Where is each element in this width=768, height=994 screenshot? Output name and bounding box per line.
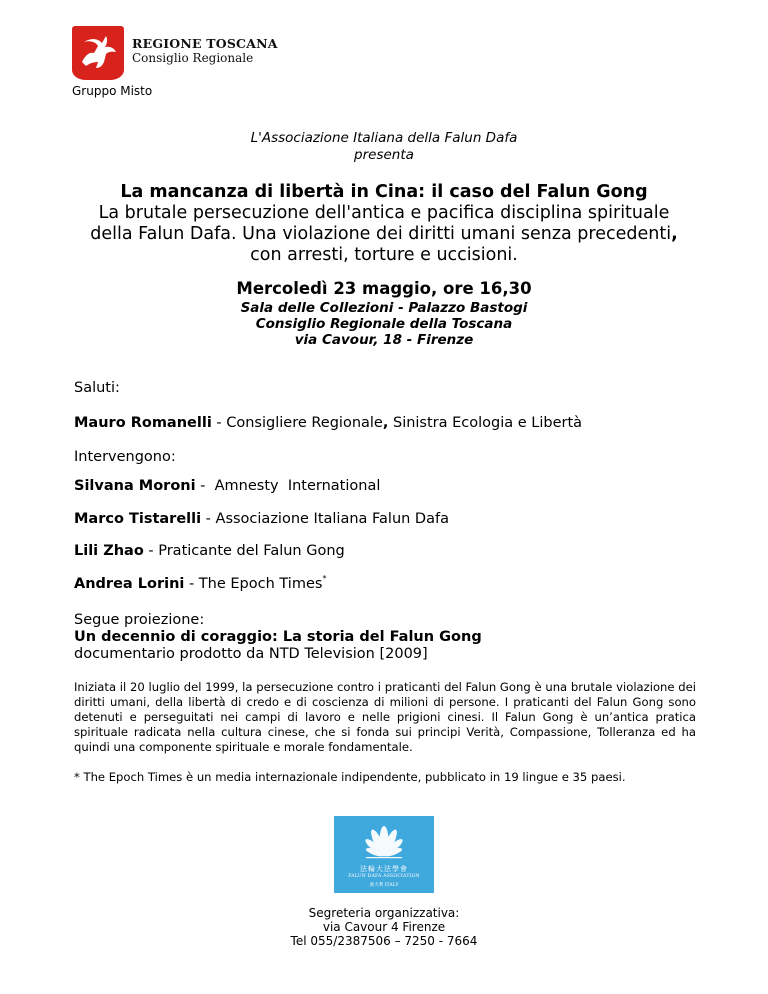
speaker-row bbox=[74, 478, 696, 494]
subtitle-line-3: con arresti, torture e uccisioni. bbox=[250, 245, 518, 265]
speaker-name: Marco Tistarelli bbox=[74, 511, 202, 527]
background-paragraph: Iniziata il 20 luglio del 1999, la persecuzione contro i praticanti del Falun Gong è una brutale violazione dei diritti umani, della libertà di credo e di coscienza di milioni di persone. I praticanti del Falun Gong sono detenuti e perseguitati nei campi di lavoro e nelle prigioni cinesi. Il Falun Gong è un’antica pratica spirituale radicata nella cultura cinese, che si fonda sui principi Verità, Compassione, Tolleranza ed ha quindi una componente spirituale e morale fondamentale. bbox=[74, 680, 696, 754]
venue-line-1: Sala delle Collezioni - Palazzo Bastogi bbox=[240, 300, 528, 316]
secretariat-address: via Cavour 4 Firenze bbox=[322, 920, 446, 934]
event-date: Mercoledì 23 maggio, ore 16,30 bbox=[236, 279, 532, 298]
speaker-name: Andrea Lorini bbox=[74, 576, 185, 592]
event-venue bbox=[0, 300, 768, 348]
logo-title: REGIONE TOSCANA bbox=[132, 36, 278, 51]
role-comma: , bbox=[382, 415, 389, 431]
venue-line-3: via Cavour, 18 - Firenze bbox=[294, 332, 474, 348]
association-country: 義大利 ITALY bbox=[369, 883, 399, 888]
lotus-icon bbox=[354, 821, 414, 863]
event-title: La mancanza di libertà in Cina: il caso del Falun Gong bbox=[120, 182, 648, 202]
speaker-row bbox=[74, 576, 696, 592]
greeter-row bbox=[74, 415, 696, 431]
speaker-role: - Consigliere Regionale bbox=[211, 415, 383, 431]
speaker-party: Sinistra Ecologia e Libertà bbox=[388, 415, 583, 431]
speaker-row bbox=[74, 543, 696, 559]
presents-label: presenta bbox=[354, 147, 414, 163]
pegasus-icon bbox=[72, 26, 124, 80]
speaker-role: - Praticante del Falun Gong bbox=[143, 543, 345, 559]
event-subtitle bbox=[0, 203, 768, 266]
association-english-name: FALUN DAFA ASSOCIATION bbox=[348, 874, 420, 879]
speakers-label: Intervengono: bbox=[74, 449, 176, 465]
speaker-role: - Associazione Italiana Falun Dafa bbox=[201, 511, 449, 527]
greetings-label: Saluti: bbox=[74, 380, 120, 396]
logo-subtitle: Consiglio Regionale bbox=[132, 51, 254, 65]
venue-line-2: Consiglio Regionale della Toscana bbox=[255, 316, 513, 332]
falun-dafa-association-logo bbox=[334, 816, 434, 893]
footnote: * The Epoch Times è un media internazionale indipendente, pubblicato in 19 lingue e 35 paesi. bbox=[74, 770, 626, 784]
subtitle-comma: , bbox=[671, 224, 678, 244]
organizer-block bbox=[0, 130, 768, 164]
screening-label: Segue proiezione: bbox=[74, 612, 205, 628]
secretariat-block bbox=[0, 906, 768, 948]
footnote-mark: * bbox=[322, 574, 327, 583]
subtitle-line-1: La brutale persecuzione dell'antica e pacifica disciplina spirituale bbox=[98, 203, 670, 223]
organizer-name: L'Associazione Italiana della Falun Dafa bbox=[250, 130, 518, 146]
speaker-role: - Amnesty International bbox=[195, 478, 381, 494]
subtitle-line-2 bbox=[0, 224, 768, 245]
subtitle-line-2-text: della Falun Dafa. Una violazione dei diritti umani senza precedenti bbox=[90, 224, 672, 244]
regione-toscana-logo bbox=[72, 26, 278, 80]
film-title: Un decennio di coraggio: La storia del Falun Gong bbox=[74, 629, 482, 645]
speaker-name: Lili Zhao bbox=[74, 543, 144, 559]
speaker-name: Silvana Moroni bbox=[74, 478, 196, 494]
secretariat-phone: Tel 055/2387506 – 7250 - 7664 bbox=[290, 934, 478, 948]
speaker-name: Mauro Romanelli bbox=[74, 415, 212, 431]
film-description: documentario prodotto da NTD Television [2009] bbox=[74, 646, 428, 662]
association-chinese-name: 法輪大法學會 bbox=[360, 865, 408, 873]
speaker-role: - The Epoch Times bbox=[184, 576, 323, 592]
speaker-row bbox=[74, 511, 696, 527]
secretariat-label: Segreteria organizzativa: bbox=[308, 906, 460, 920]
group-label: Gruppo Misto bbox=[72, 84, 153, 98]
screening-block bbox=[74, 612, 696, 663]
